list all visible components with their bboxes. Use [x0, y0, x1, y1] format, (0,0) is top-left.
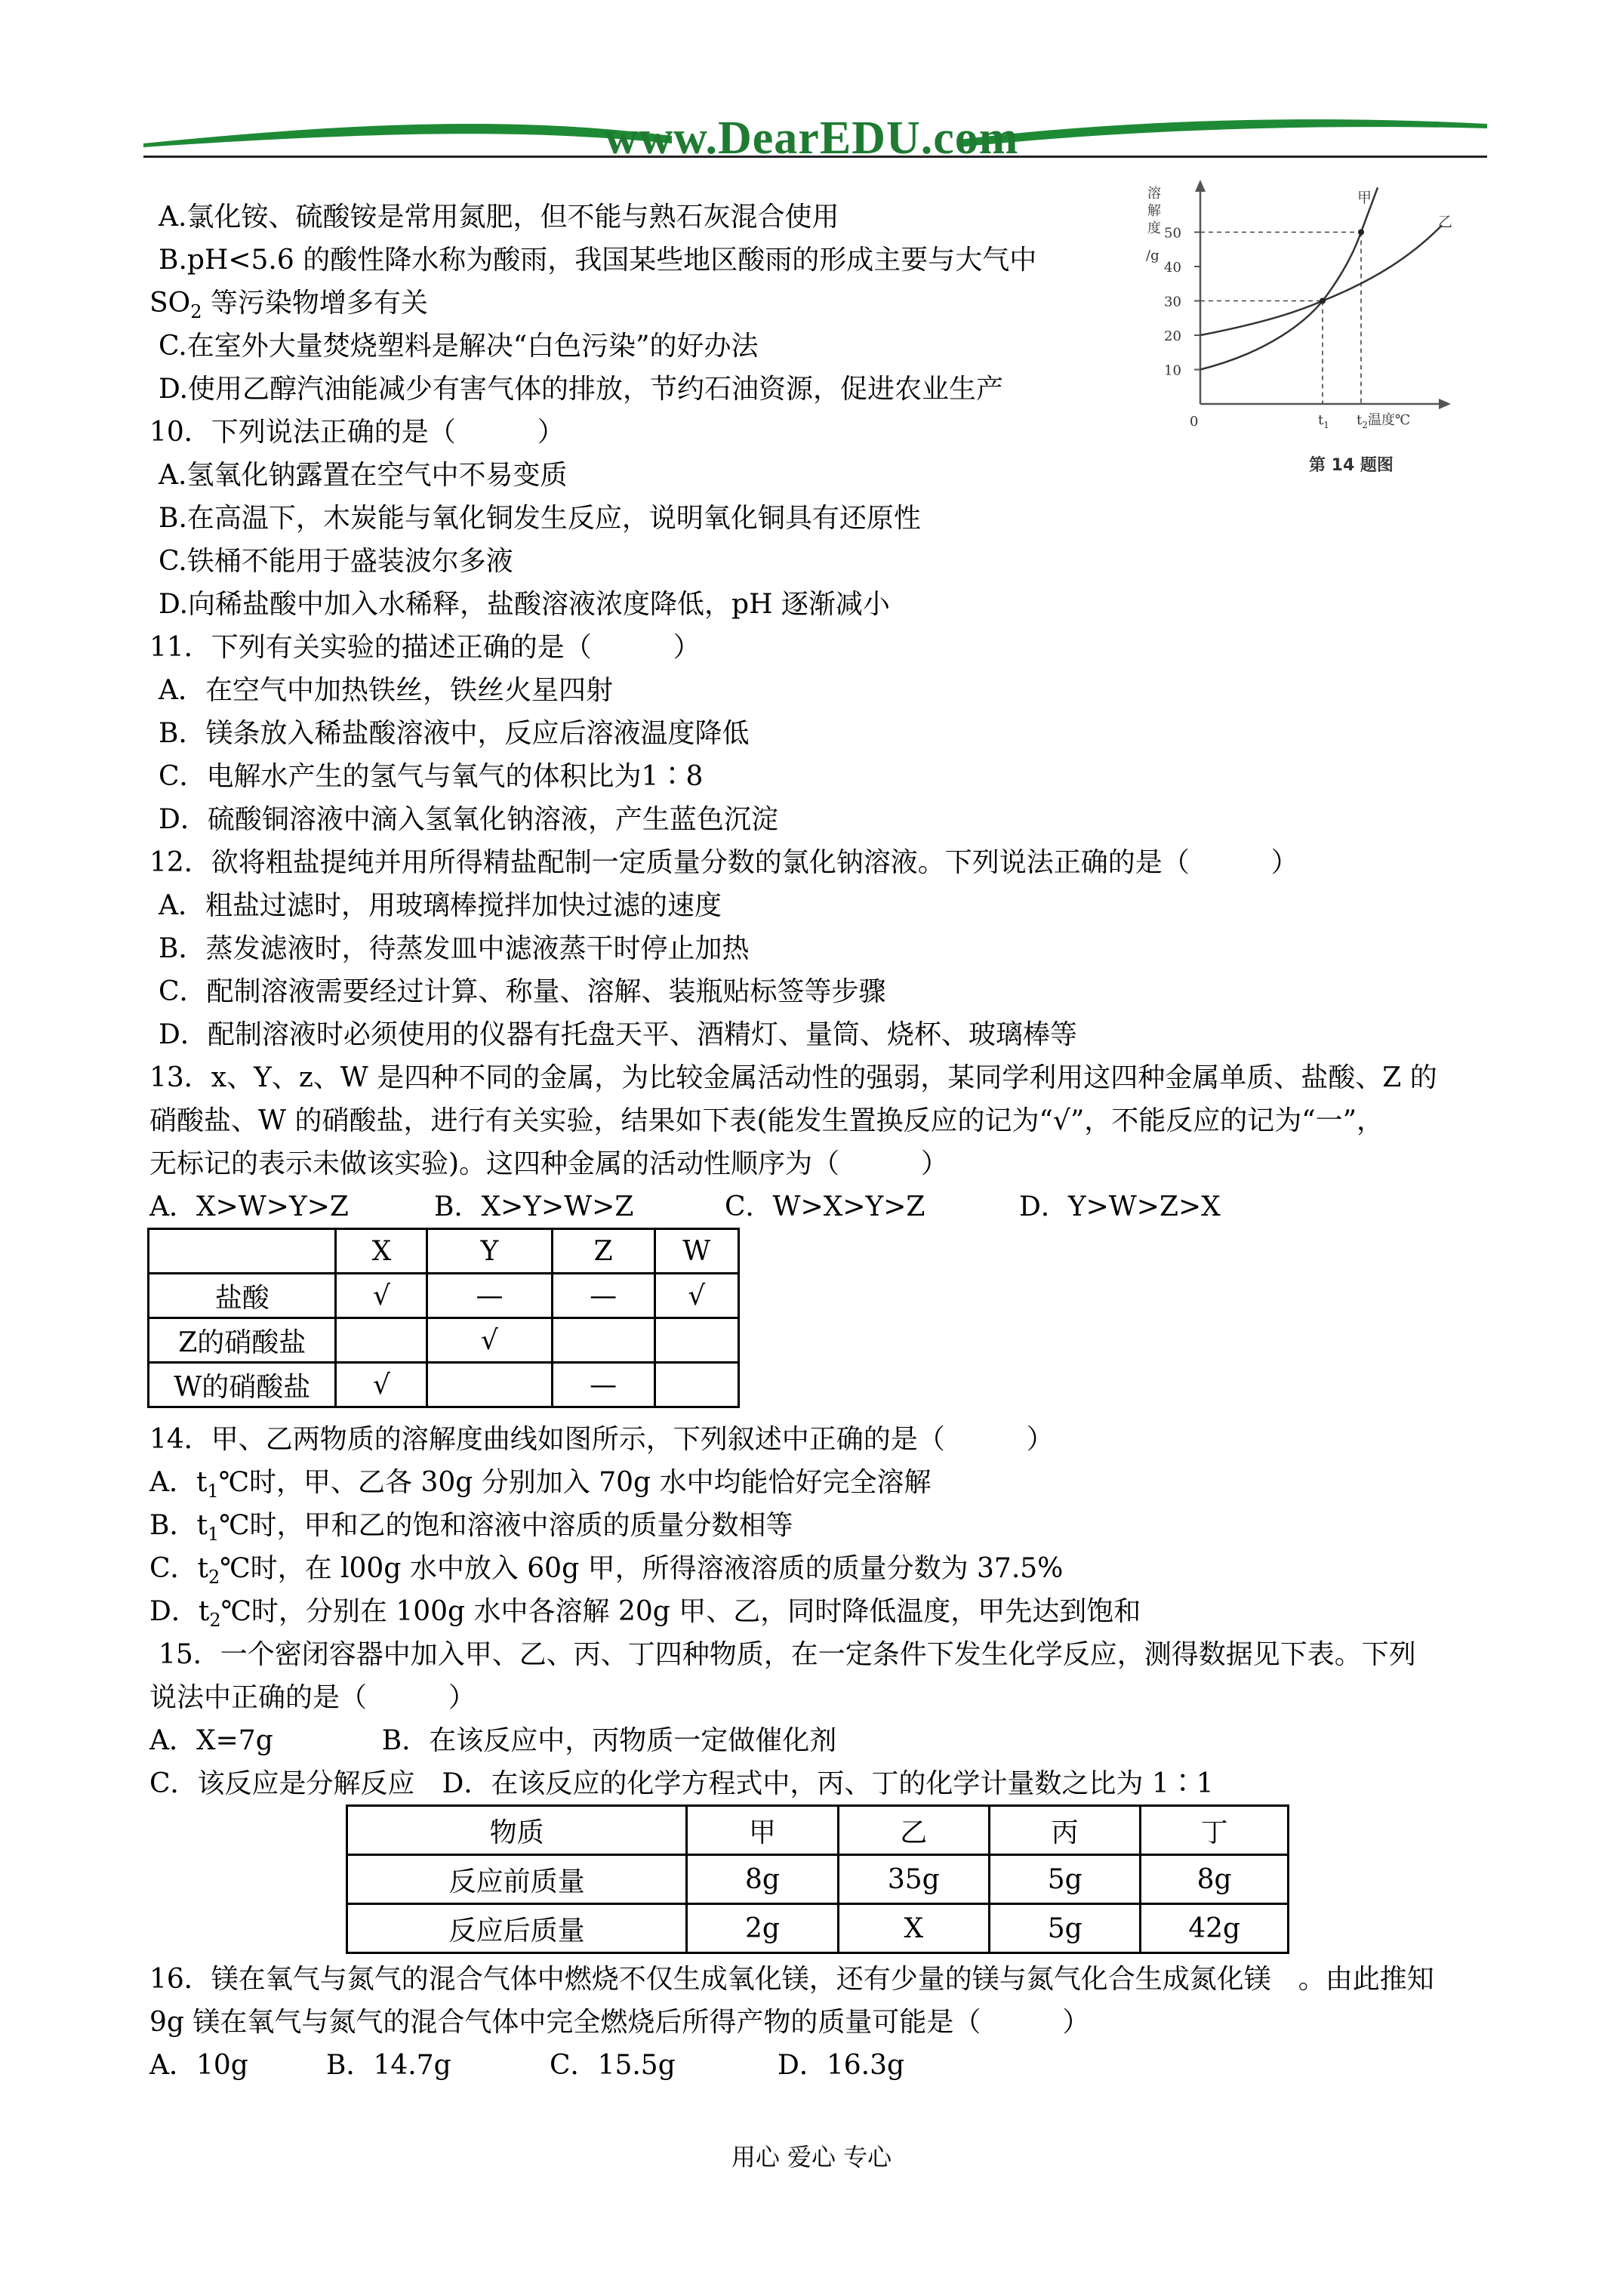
chart-ylabel-unit: /g	[1146, 248, 1160, 264]
q13-option-d: D．Y>W>Z>X	[1019, 1191, 1221, 1222]
q14-stem: 14．甲、乙两物质的溶解度曲线如图所示，下列叙述中正确的是（ ）	[149, 1424, 1054, 1455]
chart-point-intersection	[1320, 298, 1326, 304]
q15-options-cd: C．该反应是分解反应 D．在该反应的化学方程式中，丙、丁的化学计量数之比为 1∶1	[149, 1768, 1214, 1799]
q15-stem-line2: 说法中正确的是（ ）	[149, 1682, 476, 1713]
q15-table-cell: 甲	[687, 1806, 838, 1855]
site-logo-text: www.DearEDU.com	[604, 112, 1019, 164]
q15-table-row	[347, 1855, 1289, 1904]
q12-option-d: D．配制溶液时必须使用的仪器有托盘天平、酒精灯、量筒、烧杯、玻璃棒等	[159, 1019, 1077, 1050]
q13-table-cell: W	[654, 1229, 738, 1274]
q11-stem: 11．下列有关实验的描述正确的是（ ）	[149, 632, 701, 663]
chart-series-jia-label: 甲	[1357, 190, 1372, 206]
q13-table-cell: √	[336, 1363, 427, 1407]
chart-series-jia-line	[1200, 187, 1378, 369]
q15-table-cell: 物质	[347, 1806, 687, 1855]
page-footer: 用心 爱心 专心	[731, 2143, 892, 2171]
q15-table-cell: 乙	[838, 1806, 990, 1855]
q10-option-b: B.在高温下，木炭能与氧化铜发生反应，说明氧化铜具有还原性	[159, 503, 921, 534]
q12-stem: 12．欲将粗盐提纯并用所得精盐配制一定质量分数的氯化钠溶液。下列说法正确的是（ ）	[149, 847, 1298, 878]
q13-table-cell: —	[427, 1274, 552, 1318]
q13-table-row	[149, 1274, 739, 1318]
q13-table-cell: √	[427, 1318, 552, 1363]
q9-option-a: A.氯化铵、硫酸铵是常用氮肥，但不能与熟石灰混合使用	[159, 202, 839, 233]
q9-option-b-line1: B.pH<5.6 的酸性降水称为酸雨，我国某些地区酸雨的形成主要与大气中	[159, 245, 1037, 276]
q13-table-cell: 盐酸	[149, 1274, 336, 1318]
q13-option-a: A．X>W>Y>Z	[149, 1191, 349, 1222]
q15-mass-table	[346, 1804, 1289, 1954]
q13-table-header-row	[149, 1229, 739, 1274]
q14-option-c: C．$t_2℃$时，在 l00g 水中放入 60g 甲，所得溶液溶质的质量分数为 37.5%	[149, 1553, 1064, 1589]
chart-point-jia-t2	[1358, 230, 1364, 236]
q13-table-cell: —	[552, 1274, 654, 1318]
q15-table-cell: 5g	[990, 1904, 1141, 1953]
q12-option-c: C．配制溶液需要经过计算、称量、溶解、装瓶贴标签等步骤	[159, 976, 886, 1007]
chart-y-tick-label: 40	[1164, 260, 1181, 276]
q9-option-c: C.在室外大量焚烧塑料是解决“白色污染”的好办法	[159, 331, 759, 362]
q15-table-cell: 反应后质量	[347, 1904, 687, 1953]
q11-option-b: B．镁条放入稀盐酸溶液中，反应后溶液温度降低	[159, 718, 750, 749]
q13-table-cell: Z	[552, 1229, 654, 1274]
q15-table-cell: 8g	[1141, 1855, 1289, 1904]
chart-ylabel-2: 解	[1147, 203, 1161, 219]
q13-table-cell	[654, 1318, 738, 1363]
chart-ylabel-3: 度	[1147, 220, 1161, 236]
q16-option-d: D．16.3g	[778, 2050, 905, 2081]
q14-option-a: A．$t_1℃$时，甲、乙各 30g 分别加入 70g 水中均能恰好完全溶解	[149, 1467, 932, 1502]
q13-results-table	[147, 1228, 740, 1408]
q13-table-cell	[654, 1363, 738, 1407]
chart-xlabel: 温度℃	[1368, 412, 1411, 428]
q13-table-cell: —	[552, 1363, 654, 1407]
q12-option-a: A．粗盐过滤时，用玻璃棒搅拌加快过滤的速度	[159, 890, 722, 921]
q14-option-d: D．$t_2℃$时，分别在 100g 水中各溶解 20g 甲、乙，同时降低温度，甲先达到饱和	[149, 1596, 1141, 1632]
chart-y-tick-label: 20	[1164, 328, 1181, 344]
q15-table-cell: 8g	[687, 1855, 838, 1904]
q13-stem-line1: 13．x、Y、z、W 是四种不同的金属，为比较金属活动性的强弱，某同学利用这四种金属单质、盐酸、Z 的	[149, 1062, 1437, 1093]
q15-table-cell: 2g	[687, 1904, 838, 1953]
header-rule	[143, 156, 1487, 158]
chart-y-tick-label: 30	[1164, 294, 1181, 310]
q15-table-cell: X	[838, 1904, 990, 1953]
q13-option-c: C．W>X>Y>Z	[725, 1191, 925, 1222]
q15-table-cell: 丁	[1141, 1806, 1289, 1855]
q16-stem-line1: 16．镁在氧气与氮气的混合气体中燃烧不仅生成氧化镁，还有少量的镁与氮气化合生成氮化镁 。由此推知	[149, 1964, 1434, 1995]
q16-option-a: A．10g	[149, 2050, 248, 2081]
q14-option-b: B．$t_1℃$时，甲和乙的饱和溶液中溶质的质量分数相等	[149, 1510, 793, 1546]
q15-table-cell: 5g	[990, 1855, 1141, 1904]
q13-table-cell	[427, 1363, 552, 1407]
chart-y-tick-label: 50	[1164, 225, 1181, 242]
q13-table-cell	[552, 1318, 654, 1363]
q13-table-cell: W的硝酸盐	[149, 1363, 336, 1407]
chart-y-axis-arrow	[1195, 180, 1206, 192]
q13-table-cell	[336, 1318, 427, 1363]
q13-table-cell: √	[654, 1274, 738, 1318]
q15-table-cell: 35g	[838, 1855, 990, 1904]
q15-table-header-row	[347, 1806, 1289, 1855]
q9-option-b-line2: $SO_2$ 等污染物增多有关	[149, 288, 428, 323]
q13-table-cell: Y	[427, 1229, 552, 1274]
q10-option-d: D.向稀盐酸中加入水稀释，盐酸溶液浓度降低，pH 逐渐减小	[159, 589, 890, 620]
q13-option-b: B．X>Y>W>Z	[434, 1191, 634, 1222]
q10-option-c: C.铁桶不能用于盛装波尔多液	[159, 546, 513, 577]
chart-series-yi-label: 乙	[1438, 214, 1453, 230]
q13-stem-line2: 硝酸盐、W 的硝酸盐，进行有关实验，结果如下表(能发生置换反应的记为“√”，不能反应的记为“一”，	[149, 1105, 1384, 1136]
q16-stem-line2: 9g 镁在氧气与氮气的混合气体中完全燃烧后所得产物的质量可能是（ ）	[149, 2007, 1090, 2038]
q13-table-row	[149, 1318, 739, 1363]
q15-table-cell: 42g	[1141, 1904, 1289, 1953]
chart-series-yi-line	[1200, 225, 1442, 335]
q13-table-row	[149, 1363, 739, 1407]
chart-x-tick-label: $t_2$	[1357, 412, 1368, 430]
q13-table-cell: Z的硝酸盐	[149, 1318, 336, 1363]
chart-origin-label: 0	[1190, 414, 1199, 430]
q13-table-cell	[149, 1229, 336, 1274]
solubility-chart	[1125, 174, 1480, 476]
q10-option-a: A.氢氧化钠露置在空气中不易变质	[159, 460, 568, 491]
q15-stem-line1: 15．一个密闭容器中加入甲、乙、丙、丁四种物质，在一定条件下发生化学反应，测得数据见下表。下列	[159, 1639, 1416, 1670]
q16-option-b: B．14.7g	[326, 2050, 451, 2081]
q13-table-cell: √	[336, 1274, 427, 1318]
q15-table-cell: 丙	[990, 1806, 1141, 1855]
q10-stem: 10．下列说法正确的是（ ）	[149, 417, 565, 448]
chart-x-axis-arrow	[1439, 399, 1451, 409]
chart-y-tick-label: 10	[1164, 362, 1181, 379]
q11-option-c: C．电解水产生的氢气与氧气的体积比为1∶8	[159, 761, 704, 792]
q13-stem-line3: 无标记的表示未做该实验)。这四种金属的活动性顺序为（ ）	[149, 1148, 949, 1179]
q11-option-d: D．硫酸铜溶液中滴入氢氧化钠溶液，产生蓝色沉淀	[159, 804, 778, 835]
q15-table-row	[347, 1904, 1289, 1953]
q16-option-c: C．15.5g	[550, 2050, 676, 2081]
q13-table-cell: X	[336, 1229, 427, 1274]
chart-x-tick-label: $t_1$	[1318, 412, 1329, 430]
q12-option-b: B．蒸发滤液时，待蒸发皿中滤液蒸干时停止加热	[159, 933, 750, 964]
q15-options-ab: A．X=7g B．在该反应中，丙物质一定做催化剂	[149, 1725, 837, 1756]
chart-caption: 第 14 题图	[1309, 456, 1394, 475]
chart-ylabel-1: 溶	[1147, 186, 1161, 202]
q9-option-d: D.使用乙醇汽油能减少有害气体的排放，节约石油资源，促进农业生产	[159, 374, 1004, 405]
q15-table-cell: 反应前质量	[347, 1855, 687, 1904]
q11-option-a: A．在空气中加热铁丝，铁丝火星四射	[159, 675, 613, 706]
